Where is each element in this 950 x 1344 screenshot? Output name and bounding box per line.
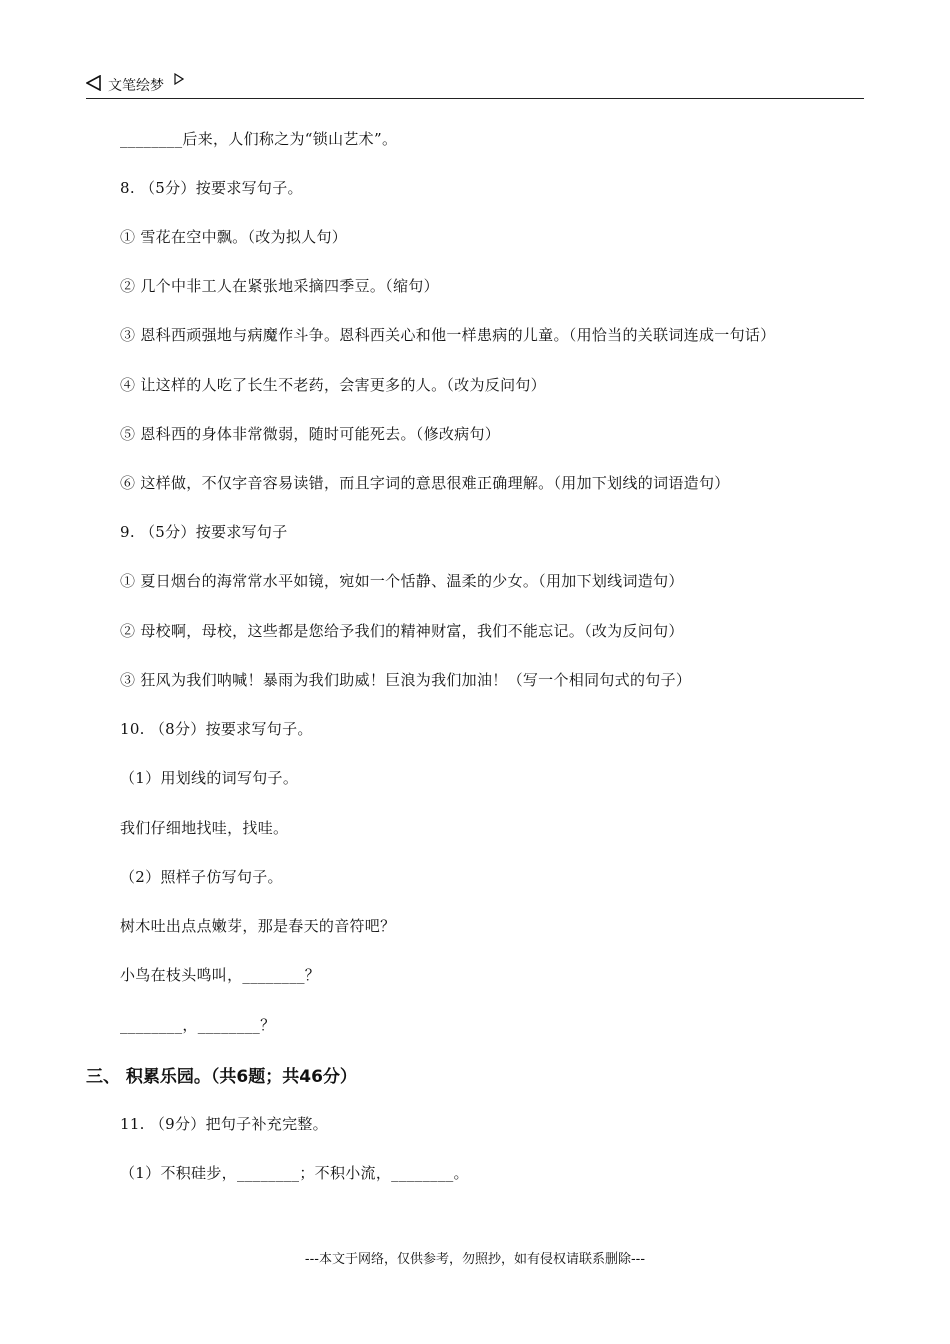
- question-9-title: 9. （5分）按要求写句子: [120, 523, 288, 541]
- question-8-item-4: ④ 让这样的人吃了长生不老药，会害更多的人。（改为反问句）: [120, 376, 546, 394]
- question-11-part-1: （1）不积硅步，________；不积小流，________。: [120, 1164, 469, 1182]
- question-8-title: 8. （5分）按要求写句子。: [120, 179, 303, 197]
- question-10-part-1: （1）用划线的词写句子。: [120, 769, 299, 787]
- section-heading: 三、 积累乐园。（共6题；共46分）: [86, 1067, 357, 1087]
- text-line: 我们仔细地找哇，找哇。: [120, 819, 289, 837]
- triangle-left-icon: [86, 75, 102, 91]
- question-8-item-6: ⑥ 这样做，不仅字音容易读错，而且字词的意思很难正确理解。（用加下划线的词语造句）: [120, 474, 730, 492]
- header-title: 文笔绘梦: [108, 78, 164, 94]
- question-9-item-1: ① 夏日烟台的海常常水平如镜，宛如一个恬静、温柔的少女。（用加下划线词造句）: [120, 572, 684, 590]
- question-8-item-1: ① 雪花在空中飘。（改为拟人句）: [120, 228, 348, 246]
- text-line: 树木吐出点点嫩芽，那是春天的音符吧？: [120, 917, 396, 935]
- page-header: [86, 72, 864, 99]
- question-8-item-3: ③ 恩科西顽强地与病魔作斗争。恩科西关心和他一样患病的儿童。（用恰当的关联词连成一句话）: [120, 326, 776, 344]
- question-8-item-2: ② 几个中非工人在紧张地采摘四季豆。（缩句）: [120, 277, 439, 295]
- page-footer: ---本文于网络，仅供参考，勿照抄，如有侵权请联系删除---: [304, 1252, 646, 1267]
- question-9-item-2: ② 母校啊，母校，这些都是您给予我们的精神财富，我们不能忘记。（改为反问句）: [120, 622, 684, 640]
- question-8-item-5: ⑤ 恩科西的身体非常微弱，随时可能死去。（修改病句）: [120, 425, 501, 443]
- question-11-title: 11. （9分）把句子补充完整。: [120, 1115, 328, 1133]
- triangle-right-icon: [174, 73, 184, 85]
- question-10-title: 10. （8分）按要求写句子。: [120, 720, 313, 738]
- text-line: 小鸟在枝头鸣叫，________？: [120, 966, 321, 984]
- text-line: ________，________？: [120, 1016, 276, 1034]
- question-9-item-3: ③ 狂风为我们呐喊！暴雨为我们助威！巨浪为我们加油！（写一个相同句式的句子）: [120, 671, 692, 689]
- question-10-part-2: （2）照样子仿写句子。: [120, 868, 283, 886]
- text-line: ________后来，人们称之为“锁山艺术”。: [120, 130, 398, 148]
